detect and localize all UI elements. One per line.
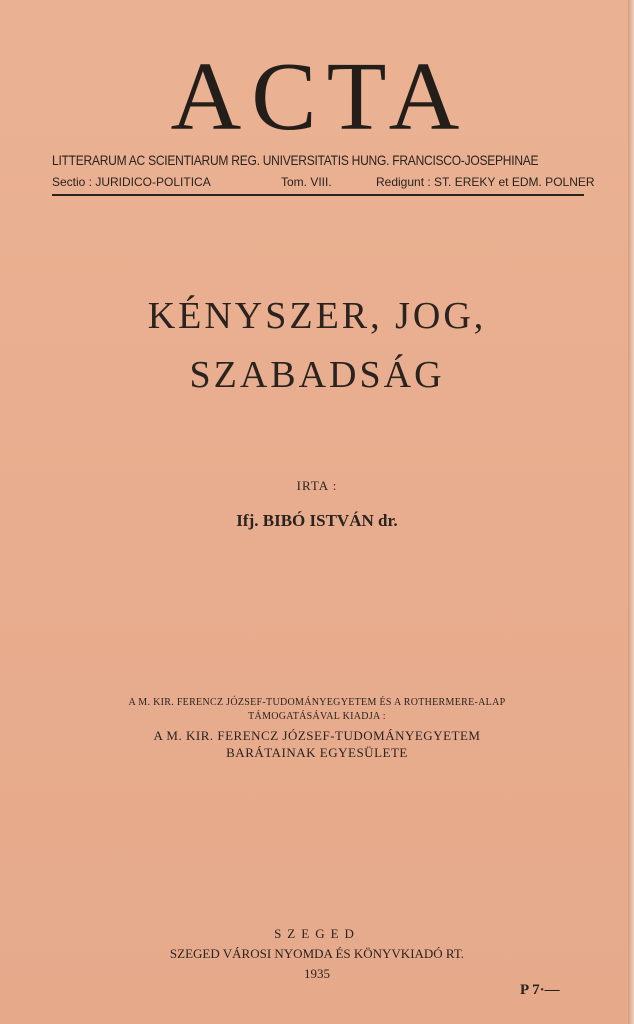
- book-title-line1: KÉNYSZER, JOG,: [147, 295, 487, 337]
- publisher-note-line2: TÁMOGATÁSÁVAL KIADJA :: [248, 711, 386, 722]
- journal-section: Sectio : JURIDICO-POLITICA: [52, 175, 211, 189]
- journal-volume: Tom. VIII.: [281, 175, 332, 189]
- journal-series: LITTERARUM AC SCIENTIARUM REG. UNIVERSITATIS HUNG. FRANCISCO-JOSEPHINAE: [52, 152, 539, 168]
- price-label: P 7·—: [520, 982, 560, 998]
- publisher-name-line1: A M. KIR. FERENCZ JÓZSEF-TUDOMÁNYEGYETEM: [153, 728, 481, 743]
- header-divider: [52, 194, 584, 196]
- by-label: IRTA :: [296, 478, 338, 493]
- journal-title: ACTA: [170, 43, 470, 151]
- author-name: Ifj. BIBÓ ISTVÁN dr.: [236, 511, 398, 530]
- journal-editors: Redigunt : ST. EREKY et EDM. POLNER: [376, 175, 595, 189]
- imprint-year: 1935: [304, 966, 330, 981]
- imprint-printer: SZEGED VÁROSI NYOMDA ÉS KÖNYVKIADÓ RT.: [169, 946, 465, 961]
- publisher-name-line2: BARÁTAINAK EGYESÜLETE: [226, 745, 408, 760]
- book-title-line2: SZABADSÁG: [189, 354, 445, 396]
- publisher-note-line1: A M. KIR. FERENCZ JÓZSEF-TUDOMÁNYEGYETEM ÉS A ROTHERMERE-ALAP: [128, 697, 506, 708]
- imprint-city: SZEGED: [274, 926, 360, 941]
